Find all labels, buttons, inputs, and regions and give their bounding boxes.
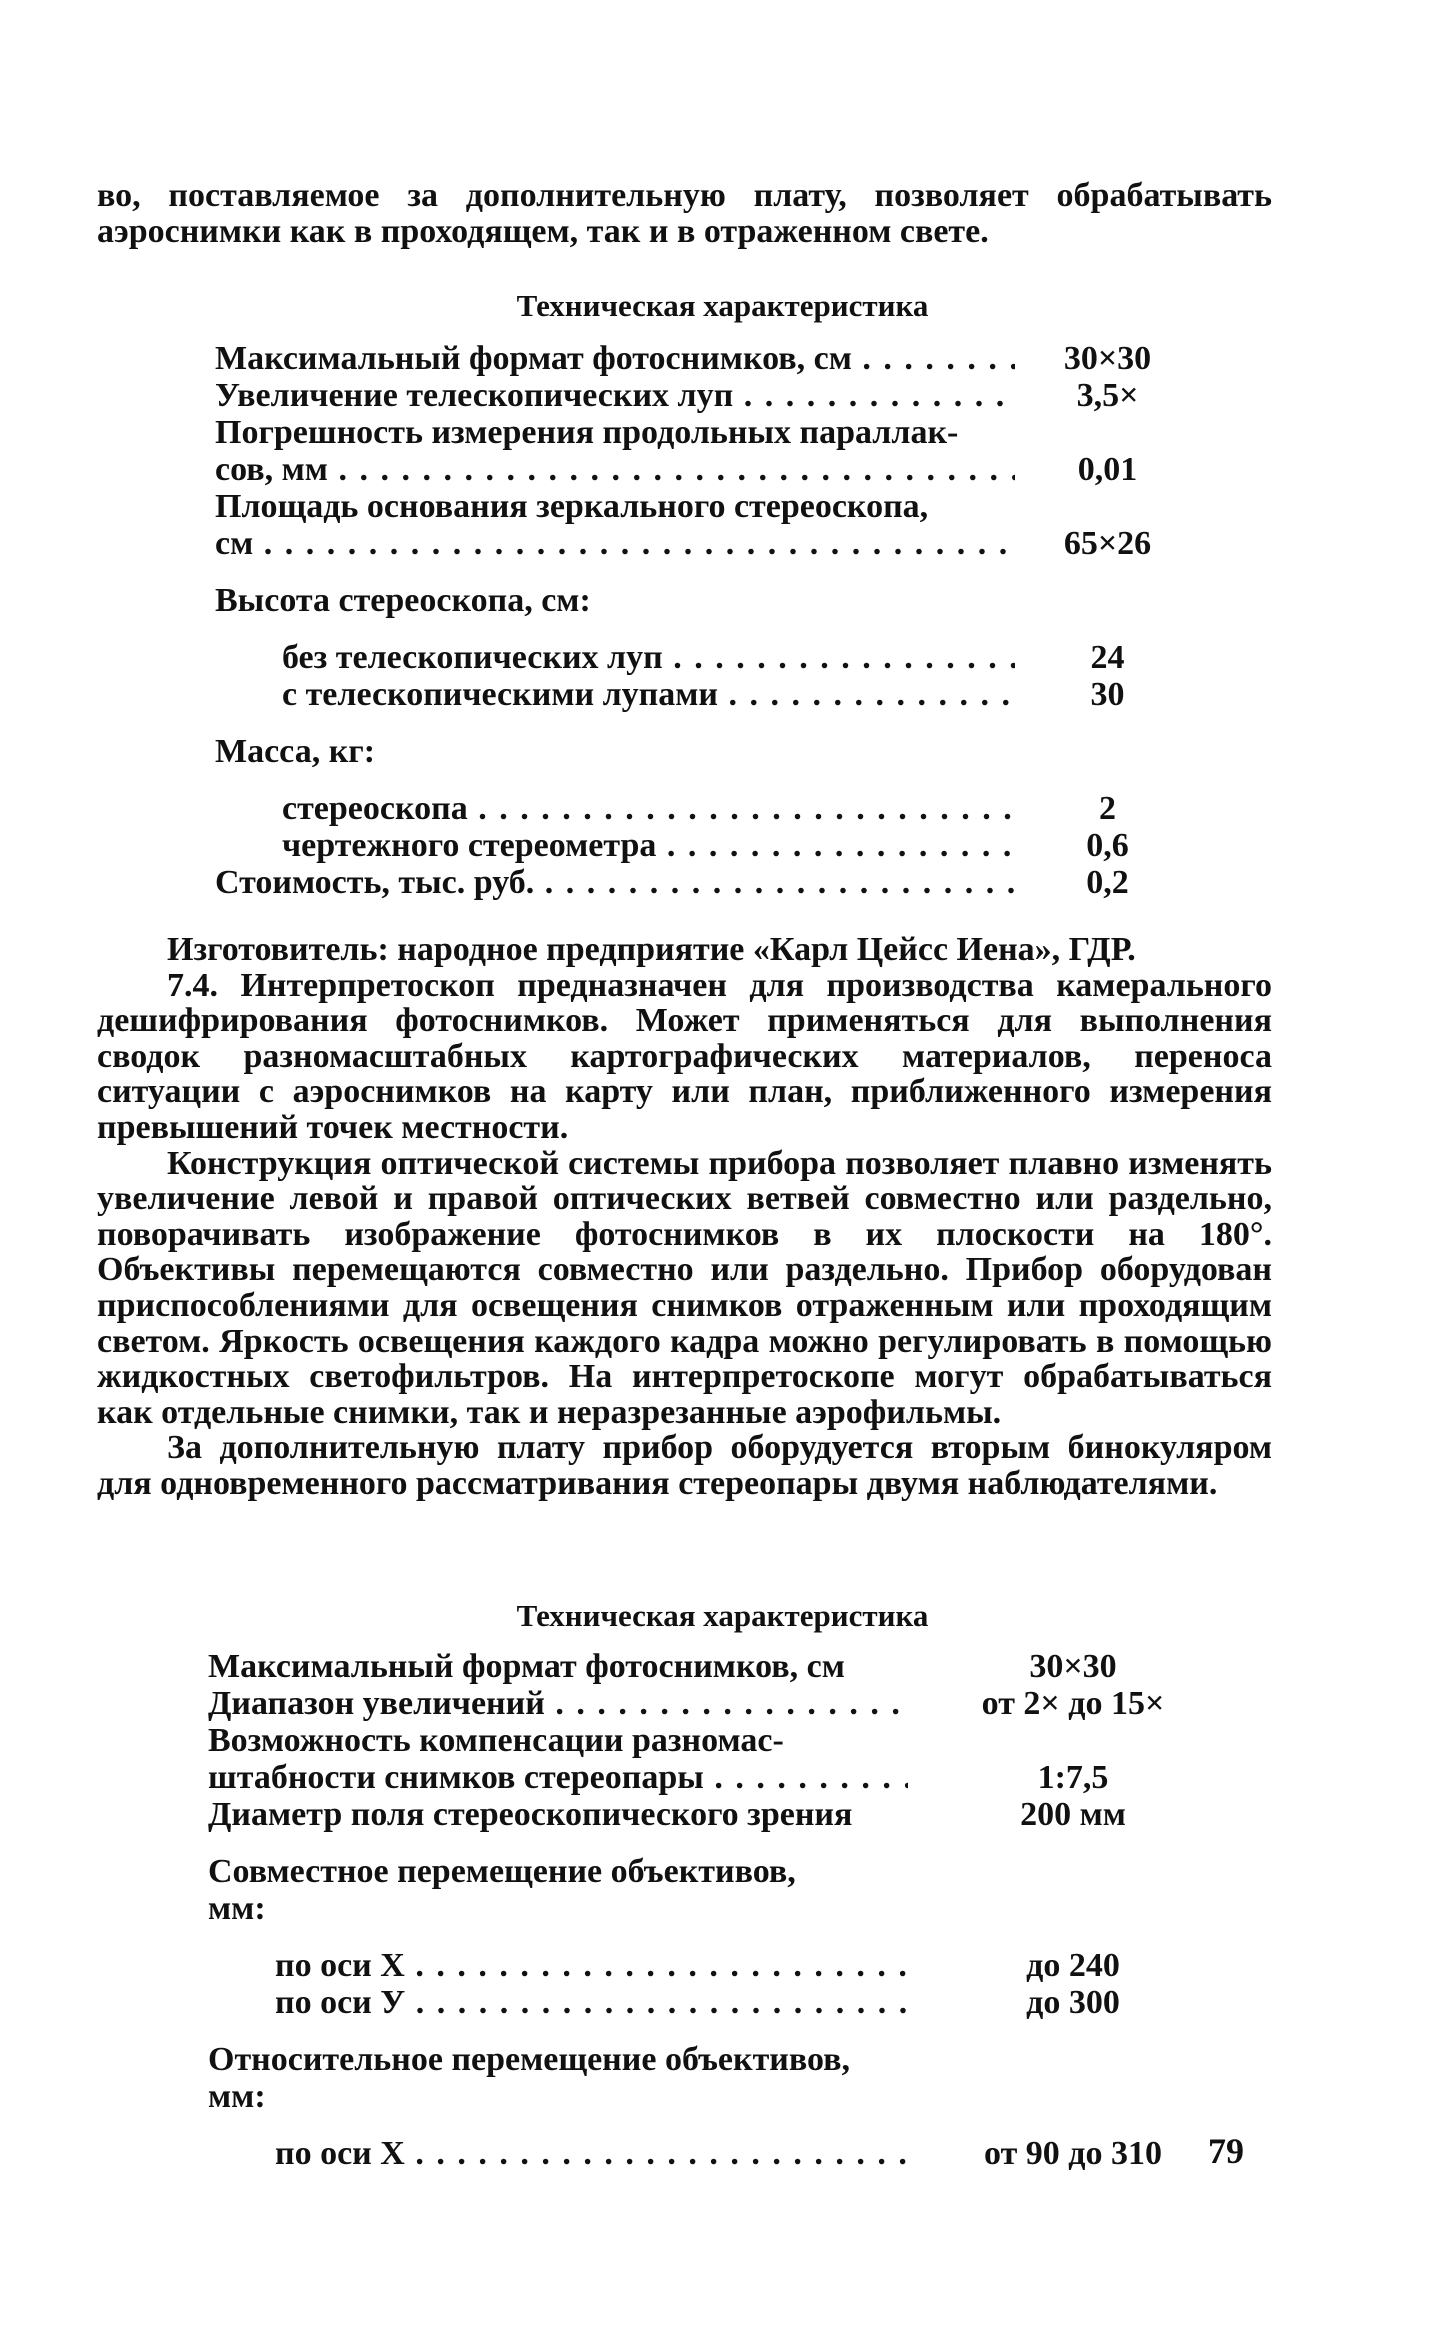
spec1-heading: Техническая характеристика: [516, 288, 929, 323]
manufacturer-text: Изготовитель: народное предприятие «Карл Цейсс Иена», ГДР.: [167, 931, 1136, 968]
spec1-row: Стоимость, тыс. руб. . . . 0,2: [215, 864, 1185, 901]
spec1-row: Масса, кг:: [215, 733, 376, 770]
spec1-table: [215, 340, 1185, 901]
spec2-table: [208, 1648, 1208, 2172]
page-number: 79: [1208, 2131, 1244, 2171]
spec1-row: Погрешность измерения продольных параллак-: [215, 414, 959, 451]
section-7-4-paragraph: 7.4. Интерпретоскоп предназначен для производства камерального дешифрирования фотоснимков. Может применяться для выполнения сводок разномасштабных картографических материалов, переноса ситуации с аэроснимков на карту или план, приближенного измерения превышений точек местности.: [97, 966, 1272, 1146]
spec1-row: Увеличение телескопических луп . . . 3,5×: [215, 377, 1185, 414]
spec2-row: штабности снимков стереопары . . . 1:7,5: [208, 1759, 1208, 1796]
spec2-row: Совместное перемещение объективов,: [208, 1853, 796, 1890]
spec2-row: мм:: [208, 2078, 266, 2115]
spec2-row: Возможность компенсации разномас-: [208, 1722, 784, 1759]
design-paragraph: Конструкция оптической системы прибора позволяет плавно изменять увеличение левой и правой оптических ветвей совместно или раздельно, поворачивать изображение фотоснимков в их плоскости на 180°. Объективы перемещаются совместно или раздельно. Прибор оборудован приспособлениями для освещения снимков отраженным или проходящим светом. Яркость освещения каждого кадра можно регулировать в помощью жидкостных светофильтров. На интерпретоскопе могут обрабатываться как отдельные снимки, так и неразрезанные аэрофильмы.: [97, 1144, 1272, 1431]
spec2-row: Максимальный формат фотоснимков, см 30×30: [208, 1648, 1117, 1685]
spec2-row: по оси X . . . от 90 до 310: [208, 2135, 1208, 2172]
intro-paragraph: [97, 178, 1272, 249]
body-text: [97, 932, 1272, 1502]
spec1-row: стереоскопа . . . 2: [215, 790, 1185, 827]
spec2-row: мм:: [208, 1890, 266, 1927]
spec2-row: Диапазон увеличений . . . от 2× до 15×: [208, 1685, 1208, 1722]
spec1-row: Высота стереоскопа, см:: [215, 582, 591, 619]
spec2-row: Относительное перемещение объективов,: [208, 2041, 851, 2078]
spec1-row: без телескопических луп . . . 24: [215, 639, 1185, 676]
spec1-row: см . . . 65×26: [215, 525, 1185, 562]
spec1-row: сов, мм . . . 0,01: [215, 451, 1185, 488]
spec1-row: чертежного стереометра . . . 0,6: [215, 827, 1185, 864]
intro-text: во, поставляемое за дополнительную плату, позволяет обрабатывать аэроснимки как в проходящем, так и в отраженном свете.: [97, 177, 1272, 250]
spec2-heading: Техническая характеристика: [516, 1598, 929, 1633]
spec2-row: Диаметр поля стереоскопического зрения 200 мм: [208, 1796, 1126, 1833]
spec1-row: Площадь основания зеркального стереоскопа,: [215, 488, 929, 525]
spec2-row: по оси X . . . до 240: [208, 1947, 1208, 1984]
spec1-row: Максимальный формат фотоснимков, см . . . 30×30: [215, 340, 1185, 377]
spec2-row: по оси У . . . до 300: [208, 1984, 1208, 2021]
spec1-row: с телескопическими лупами . . . 30: [215, 676, 1185, 713]
binocular-paragraph: За дополнительную плату прибор оборудуется вторым бинокуляром для одновременного рассматривания стереопары двумя наблюдателями.: [97, 1429, 1272, 1502]
